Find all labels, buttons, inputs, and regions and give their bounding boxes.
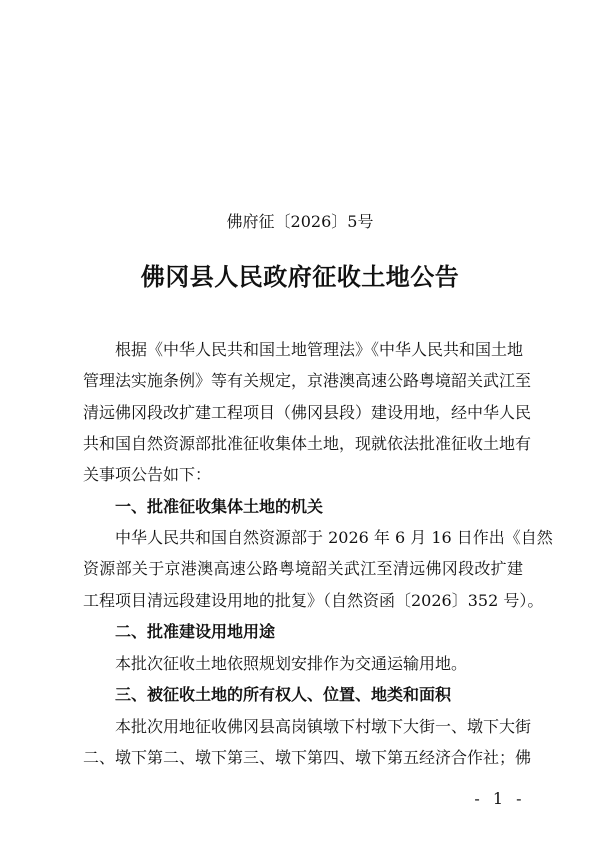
section-1-line: 工程项目清远段建设用地的批复》（自然资函〔2026〕352 号）。	[83, 591, 544, 610]
document-title: 佛冈县人民政府征收土地公告	[140, 262, 460, 291]
intro-line: 关事项公告如下：	[83, 465, 212, 484]
section-3-line: 二、墩下第二、墩下第三、墩下第四、墩下第五经济合作社；佛	[83, 748, 532, 767]
section-heading-1: 一、批准征收集体土地的机关	[115, 497, 324, 516]
page-number: - 1 -	[474, 789, 526, 808]
intro-line: 清远佛冈段改扩建工程项目（佛冈县段）建设用地，经中华人民	[83, 403, 532, 422]
section-3-line: 本批次用地征收佛冈县高岗镇墩下村墩下大街一、墩下大街	[115, 717, 532, 736]
section-2-line: 本批次征收土地依照规划安排作为交通运输用地。	[115, 654, 468, 673]
document-number: 佛府征〔2026〕5号	[226, 212, 374, 231]
intro-line: 共和国自然资源部批准征收集体土地，现就依法批准征收土地有	[83, 434, 532, 453]
section-heading-2: 二、批准建设用地用途	[115, 622, 276, 641]
section-1-line: 中华人民共和国自然资源部于 2026 年 6 月 16 日作出《自然	[115, 528, 553, 547]
intro-line: 根据《中华人民共和国土地管理法》《中华人民共和国土地	[115, 340, 524, 359]
intro-line: 管理法实施条例》等有关规定，京港澳高速公路粤境韶关武江至	[83, 371, 532, 390]
section-1-line: 资源部关于京港澳高速公路粤境韶关武江至清远佛冈段改扩建	[83, 559, 523, 578]
section-heading-3: 三、被征收土地的所有权人、位置、地类和面积	[115, 685, 452, 704]
